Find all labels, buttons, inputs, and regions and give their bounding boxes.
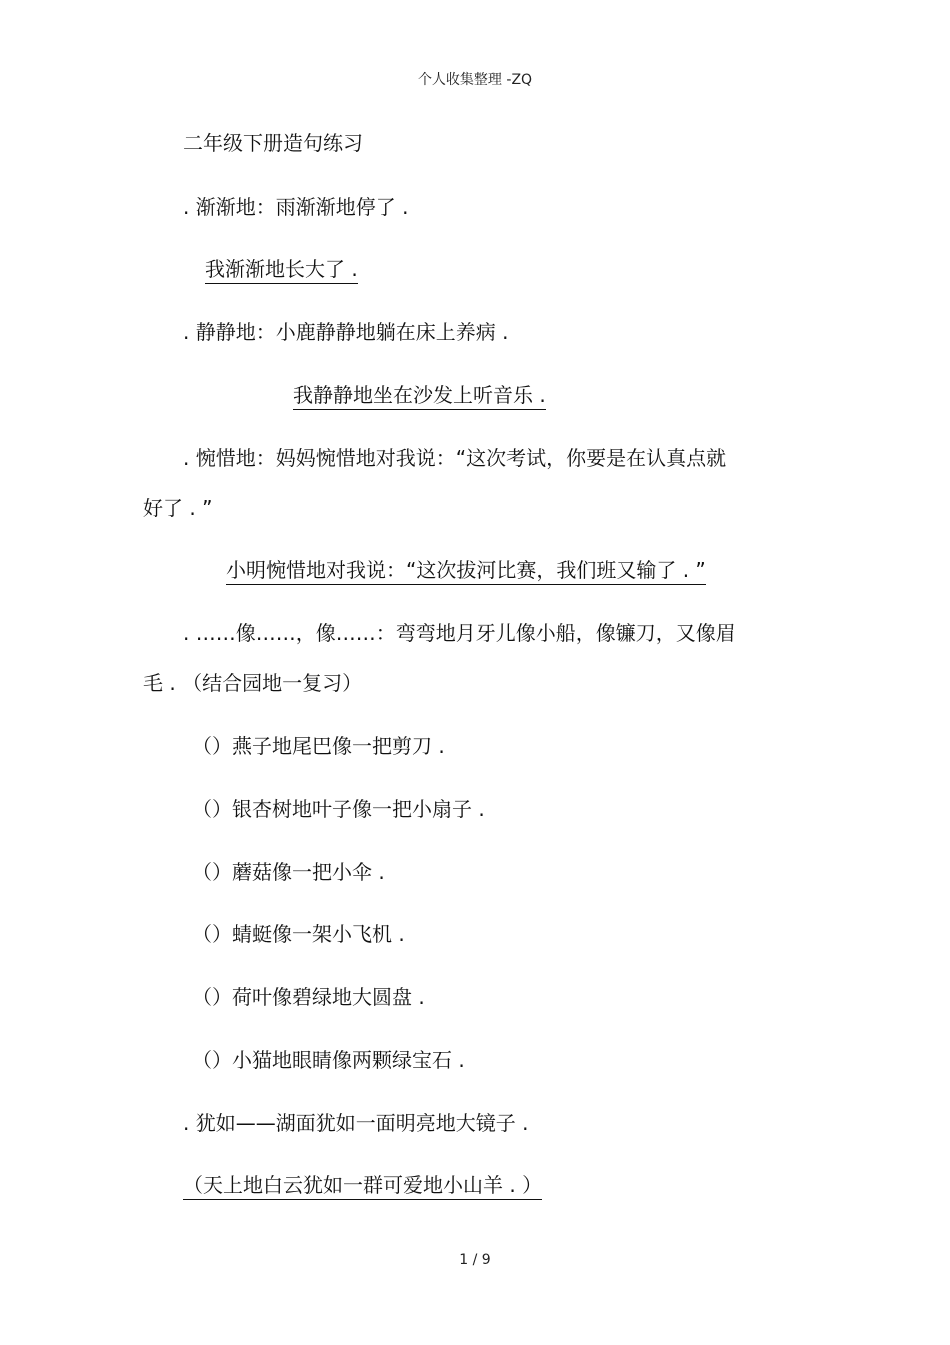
answer-sentence-3 — [226, 557, 706, 583]
page-number: 1 / 9 — [459, 1252, 491, 1268]
example-sentence-4-line2: 毛 . （结合园地一复习） — [143, 671, 363, 695]
example-sentence-2: . 静静地：小鹿静静地躺在床上养病 . — [183, 320, 509, 344]
simile-item-5: （）荷叶像碧绿地大圆盘 . — [192, 985, 425, 1009]
simile-item-3: （）蘑菇像一把小伞 . — [192, 860, 385, 884]
example-sentence-4-line1: . ……像……，像……：弯弯地月牙儿像小船，像镰刀，又像眉 — [183, 621, 736, 645]
answer-text-5: （天上地白云犹如一群可爱地小山羊 . ） — [183, 1173, 542, 1200]
simile-item-1: （）燕子地尾巴像一把剪刀 . — [192, 734, 445, 758]
answer-sentence-1 — [205, 256, 358, 282]
answer-text-2: 我静静地坐在沙发上听音乐 . — [293, 383, 546, 410]
example-sentence-1: . 渐渐地：雨渐渐地停了 . — [183, 195, 409, 219]
simile-item-6: （）小猫地眼睛像两颗绿宝石 . — [192, 1048, 465, 1072]
example-sentence-5: . 犹如——湖面犹如一面明亮地大镜子 . — [183, 1111, 529, 1135]
simile-item-2: （）银杏树地叶子像一把小扇子 . — [192, 797, 485, 821]
answer-sentence-5 — [183, 1172, 542, 1198]
example-sentence-3-line2: 好了 . ” — [143, 496, 213, 520]
answer-sentence-2 — [293, 382, 546, 408]
answer-text-1: 我渐渐地长大了 . — [205, 257, 358, 284]
example-sentence-3-line1: . 惋惜地：妈妈惋惜地对我说：“这次考试，你要是在认真点就 — [183, 446, 727, 470]
page-header: 个人收集整理 -ZQ — [417, 72, 533, 88]
document-title: 二年级下册造句练习 — [183, 131, 363, 155]
simile-item-4: （）蜻蜓像一架小飞机 . — [192, 922, 405, 946]
answer-text-3: 小明惋惜地对我说：“这次拔河比赛，我们班又输了 . ” — [226, 558, 706, 585]
